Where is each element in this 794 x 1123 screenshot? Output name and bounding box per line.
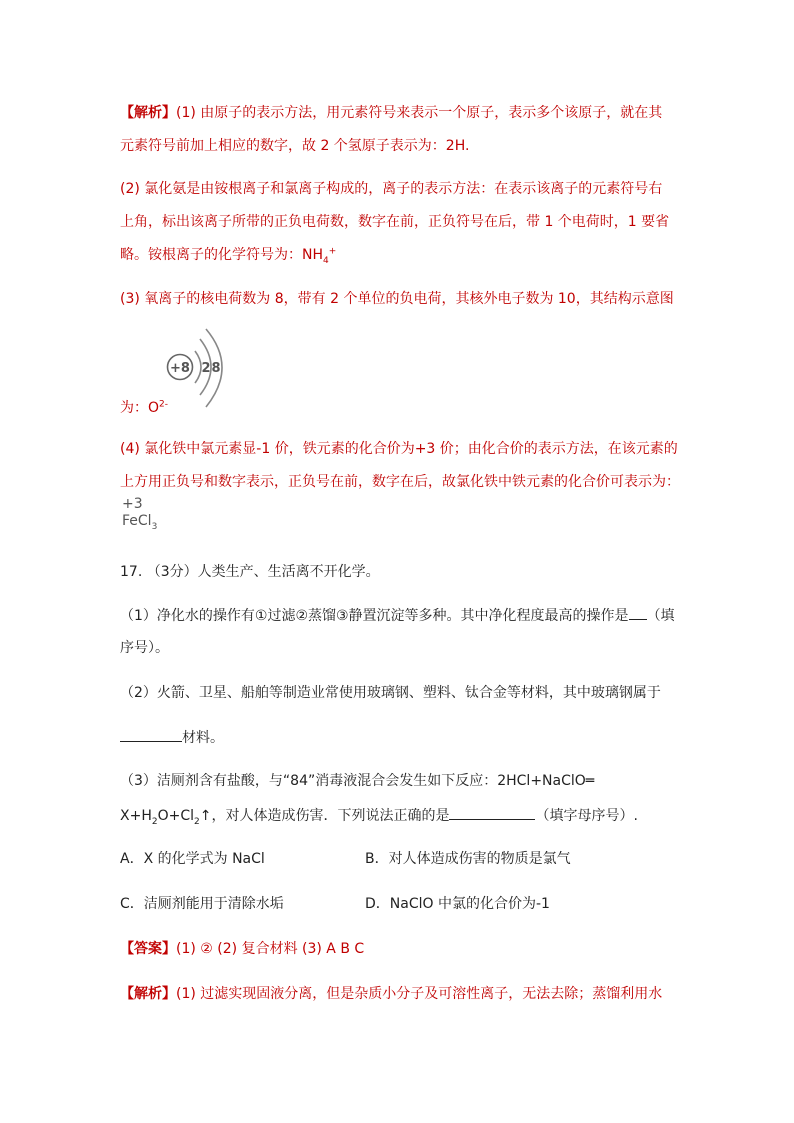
oxygen-ion-charge: 2- bbox=[159, 399, 169, 410]
ammonium-text: 略。铵根离子的化学符号为：NH bbox=[120, 247, 323, 263]
analysis-2-line-1: (2) 氯化氨是由铵根离子和氯离子构成的，离子的表示方法：在表示该离子的元素符号右 bbox=[120, 181, 663, 197]
q17-sub2-line-2 bbox=[120, 727, 224, 748]
analysis-3-line-1: (3) 氧离子的核电荷数为 8，带有 2 个单位的负电荷，其核外电子数为 10，其结构示意图 bbox=[120, 291, 674, 307]
q17-sub3-line-2 bbox=[120, 805, 638, 826]
analysis-tag: 【解析】 bbox=[120, 105, 176, 121]
answer-tag: 【答案】 bbox=[120, 941, 176, 957]
answer-text: (1) ② (2) 复合材料 (3) A B C bbox=[176, 941, 365, 957]
analysis-4-line-2: 上方用正负号和数字表示，正负号在前，数字在后，故氯化铁中铁元素的化合价可表示为： bbox=[120, 474, 680, 490]
q17-sub3-line-1: （3）洁厕剂含有盐酸，与“84”消毒液混合会发生如下反应：2HCl+NaClO═ bbox=[120, 773, 595, 789]
analysis-4-line-1: (4) 氯化铁中氯元素显-1 价，铁元素的化合价为+3 价；由化合价的表示方法，在该元素的 bbox=[120, 441, 678, 457]
analysis-1-line-2: 元素符号前加上相应的数字，故 2 个氢原子表示为：2H. bbox=[120, 138, 470, 154]
q17-sub2-text: 材料。 bbox=[182, 730, 224, 746]
electron-shell-arc-1 bbox=[195, 351, 201, 383]
analysis-1-line-1 bbox=[120, 103, 662, 123]
option-d: D．NaClO 中氯的化合价为-1 bbox=[365, 896, 550, 912]
q17-sub1-line-1 bbox=[120, 605, 675, 626]
q17-sub1-blank[interactable] bbox=[629, 605, 647, 620]
analysis-17-text: (1) 过滤实现固液分离，但是杂质小分子及可溶性离子，无法去除；蒸馏利用水 bbox=[176, 986, 663, 1002]
q17-sub2-line-1: （2）火箭、卫星、船舶等制造业常使用玻璃钢、塑料、钛合金等材料，其中玻璃钢属于 bbox=[120, 685, 661, 701]
option-c: C．洁厕剂能用于清除水垢 bbox=[120, 896, 284, 912]
analysis-1-text: (1) 由原子的表示方法，用元素符号来表示一个原子，表示多个该原子，就在其 bbox=[176, 105, 663, 121]
oxygen-ion-text: 为：O bbox=[120, 400, 160, 416]
analysis-3-line-2 bbox=[120, 398, 168, 418]
q17-sub1-line-2: 序号）。 bbox=[120, 640, 169, 656]
q17-sub1-end: （填 bbox=[646, 608, 675, 624]
ammonium-superscript: + bbox=[328, 246, 337, 257]
equation-part-c: ↑，对人体造成伤害．下列说法正确的是 bbox=[199, 808, 450, 824]
oxygen-ion-structure-diagram bbox=[160, 327, 250, 411]
analysis-2-line-3 bbox=[120, 245, 336, 265]
chlorine-subscript: 2 bbox=[194, 816, 200, 827]
shell-2-electrons: 8 bbox=[211, 361, 221, 376]
q17-sub3-blank[interactable] bbox=[449, 805, 535, 820]
q17-sub1-text: （1）净化水的操作有①过滤②蒸馏③静置沉淀等多种。其中净化程度最高的操作是 bbox=[120, 608, 629, 624]
ammonium-subscript: 4 bbox=[323, 255, 329, 266]
water-subscript: 2 bbox=[151, 816, 158, 827]
shell-1-electrons: 2 bbox=[201, 361, 211, 376]
analysis-17-tag: 【解析】 bbox=[120, 986, 176, 1002]
equation-part-d: （填字母序号）. bbox=[535, 808, 638, 824]
question-17-title: 17. （3分）人类生产、生活离不开化学。 bbox=[120, 564, 380, 580]
analysis-2-line-2: 上角，标出该离子所带的正负电荷数，数字在前，正负符号在后，带 1 个电荷时，1 要省 bbox=[120, 214, 670, 230]
valence-mark: +3 bbox=[122, 496, 143, 512]
formula-subscript: 3 bbox=[151, 521, 158, 532]
option-b: B．对人体造成伤害的物质是氯气 bbox=[365, 851, 571, 867]
answer-line bbox=[120, 939, 364, 959]
ferric-chloride-formula bbox=[122, 513, 158, 532]
equation-part-b: O+Cl bbox=[157, 808, 195, 824]
nucleus-charge: +8 bbox=[170, 361, 190, 376]
analysis-17-line-1 bbox=[120, 984, 662, 1004]
option-a: A．X 的化学式为 NaCl bbox=[120, 851, 265, 867]
equation-part-a: X+H bbox=[120, 808, 152, 824]
formula-main: FeCl bbox=[122, 513, 152, 529]
q17-sub2-blank[interactable] bbox=[120, 727, 182, 742]
